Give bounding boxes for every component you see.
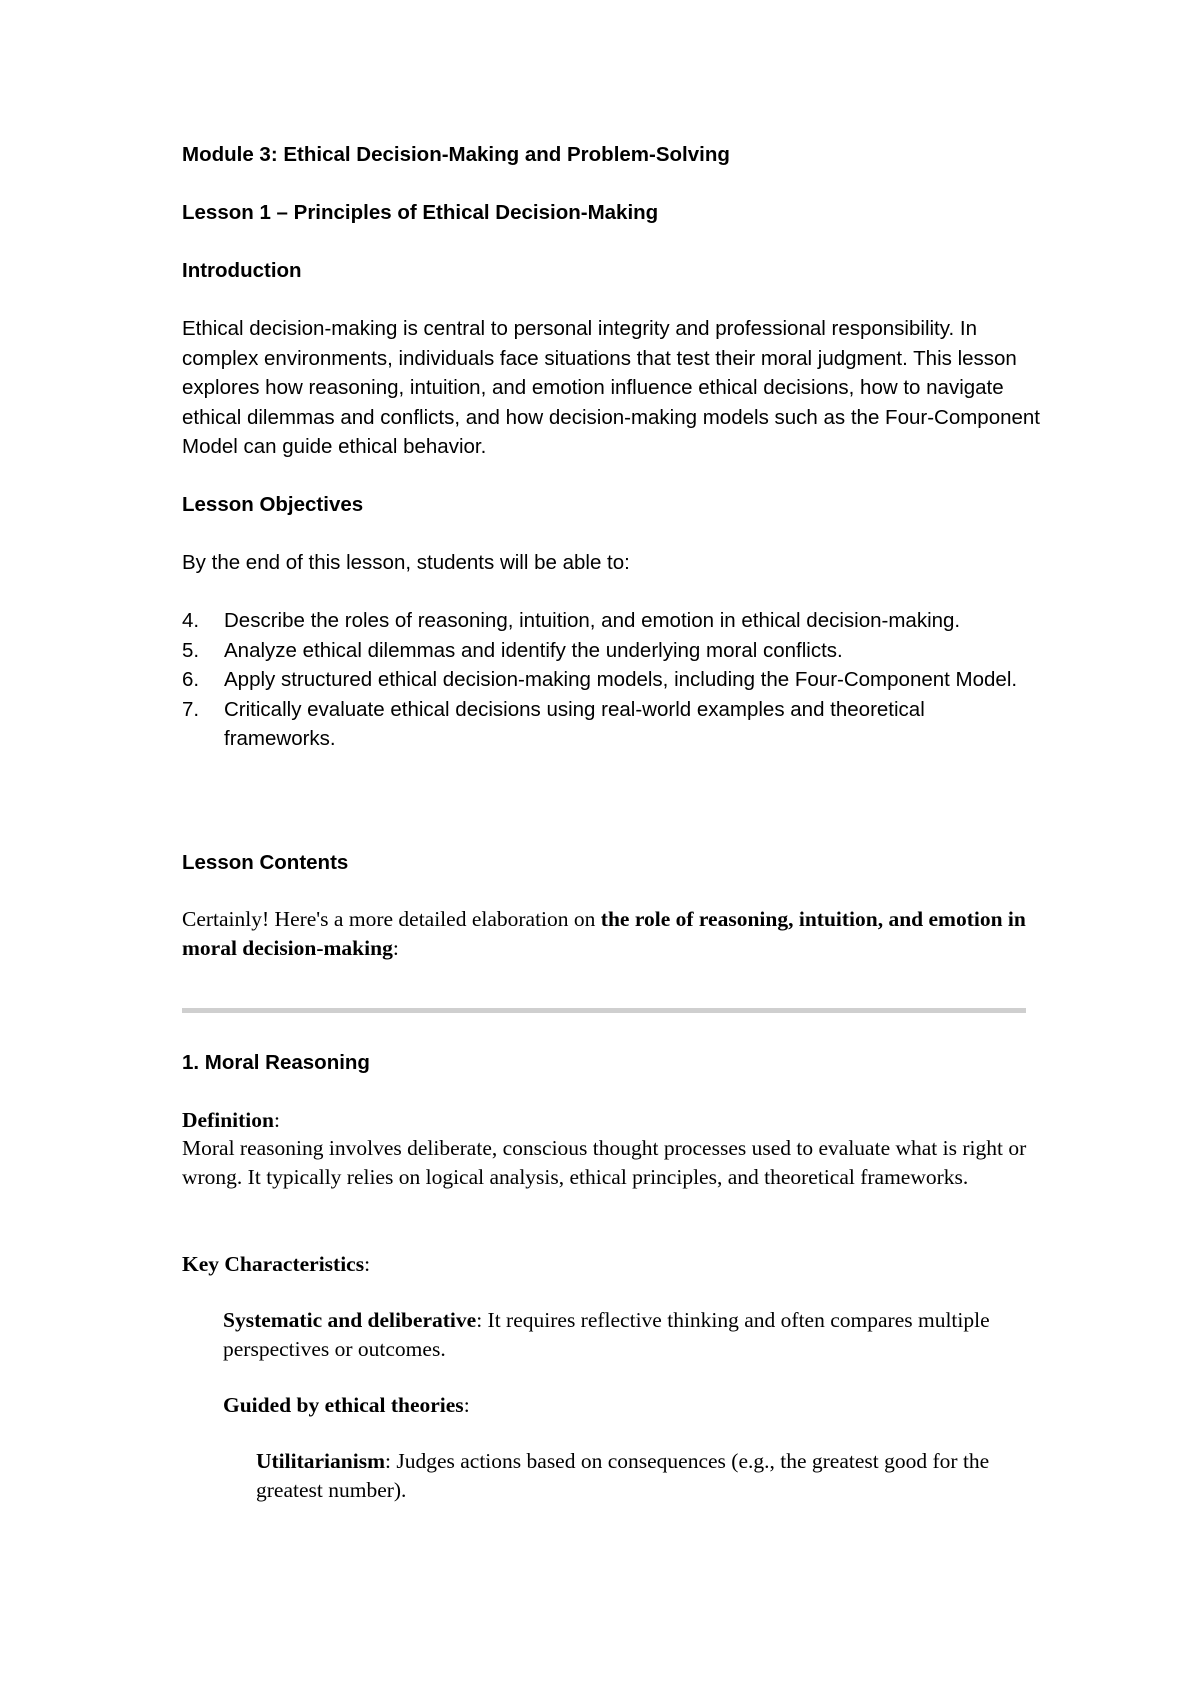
characteristic-term: Guided by ethical theories — [223, 1393, 464, 1417]
objective-text: Critically evaluate ethical decisions using real-world examples and theoretical frameworks. — [224, 697, 925, 750]
definition-label — [182, 1106, 280, 1135]
theory-term: Utilitarianism — [256, 1449, 385, 1473]
objective-text: Analyze ethical dilemmas and identify the underlying moral conflicts. — [224, 638, 843, 662]
key-characteristics-label — [182, 1250, 370, 1279]
horizontal-divider — [182, 1008, 1026, 1013]
objective-text: Describe the roles of reasoning, intuition, and emotion in ethical decision-making. — [224, 609, 961, 632]
objective-number: 7. — [182, 697, 200, 721]
objectives-heading: Lesson Objectives — [182, 493, 364, 516]
objective-number: 5. — [182, 638, 200, 662]
contents-intro — [182, 905, 1042, 962]
module-title: Module 3: Ethical Decision-Making and Problem-Solving — [182, 143, 730, 166]
characteristic-item — [223, 1391, 1023, 1420]
objective-item — [182, 636, 1042, 666]
objective-item — [182, 665, 1042, 695]
introduction-body: Ethical decision-making is central to personal integrity and professional responsibility. In complex environments, individuals face situations that test their moral judgment. This lesson explores how reasoning, intuition, and emotion influence ethical decisions, how to navigate ethical dilemmas and conflicts, and how decision-making models such as the Four-Component Model can guide ethical behavior. — [182, 317, 1041, 458]
definition-colon: : — [273, 1108, 280, 1132]
objective-item — [182, 606, 1042, 636]
contents-intro-prefix: Certainly! Here's a more detailed elaboration on — [182, 907, 601, 931]
key-characteristics-colon: : — [364, 1252, 371, 1276]
contents-heading: Lesson Contents — [182, 851, 349, 874]
lesson-title: Lesson 1 – Principles of Ethical Decision-Making — [182, 201, 659, 224]
objectives-list — [182, 606, 1042, 754]
definition-term: Definition — [182, 1108, 274, 1132]
contents-intro-suffix: : — [392, 935, 399, 960]
introduction-heading: Introduction — [182, 259, 302, 282]
contents-intro-bold: the role of reasoning, intuition, and emotion in moral decision-making — [182, 907, 1026, 960]
definition-body: Moral reasoning involves deliberate, conscious thought processes used to evaluate what is right or wrong. It typically relies on logical analysis, ethical principles, and theoretical frameworks. — [182, 1136, 1027, 1189]
theory-text: : Judges actions based on consequences (e.g., the greatest good for the greatest number). — [256, 1449, 990, 1502]
characteristic-item — [223, 1306, 1023, 1363]
objective-text: Apply structured ethical decision-making models, including the Four-Component Model. — [224, 668, 1018, 691]
key-characteristics-term: Key Characteristics — [182, 1252, 365, 1276]
objective-number: 6. — [182, 668, 200, 691]
objectives-lead: By the end of this lesson, students will be able to: — [182, 551, 630, 574]
characteristic-text: : — [463, 1393, 470, 1417]
characteristic-text: : It requires reflective thinking and often compares multiple perspectives or outcomes. — [223, 1308, 990, 1361]
characteristic-term: Systematic and deliberative — [223, 1308, 477, 1332]
objective-item — [182, 695, 1042, 754]
objective-number: 4. — [182, 609, 200, 632]
theory-item — [256, 1447, 1036, 1504]
moral-reasoning-heading: 1. Moral Reasoning — [182, 1051, 370, 1074]
